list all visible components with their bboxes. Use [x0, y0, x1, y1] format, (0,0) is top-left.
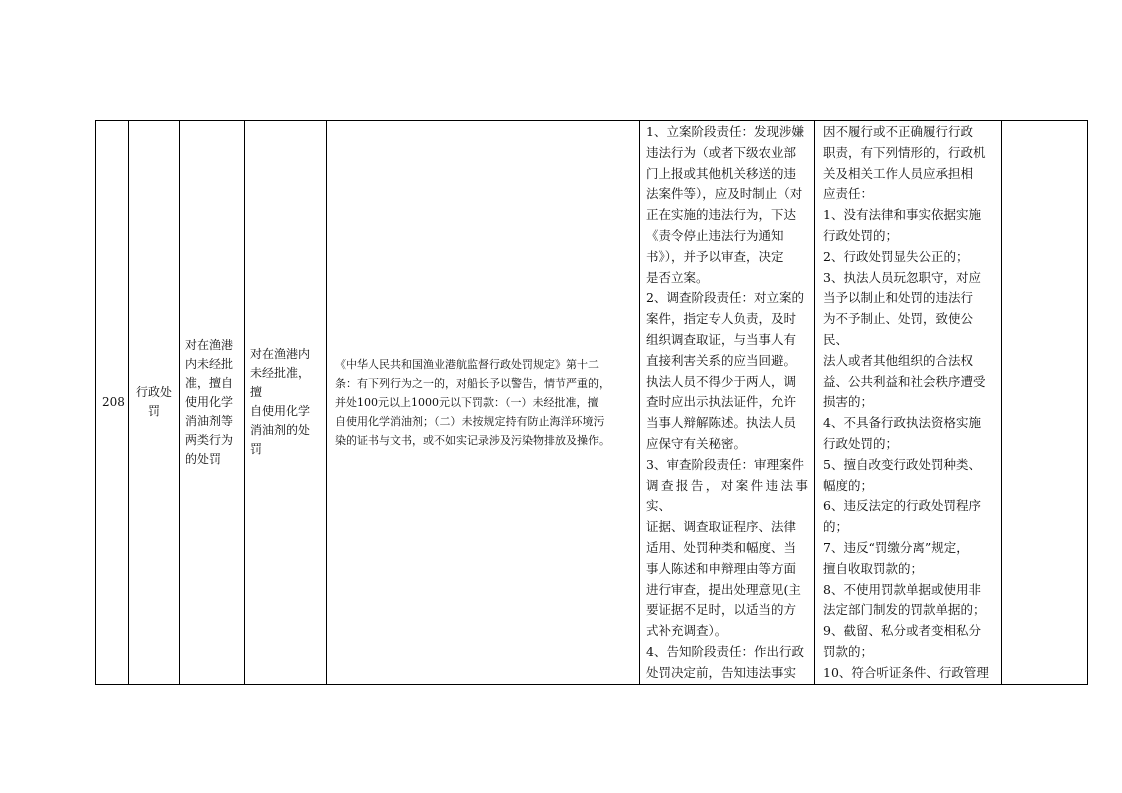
- accountability-terms: 因不履行或不正确履行行政 职责，有下列情形的，行政机 关及相关工作人员应承担相 应责任： 1、没有法律和事实依据实施 行政处罚的； 2、行政处罚显失公正的； 3、执法人员玩忽职守，对应 当予以制止和处罚的违法行 为不予制止、处罚，致使公民、 法人或者其他组织的合法权 益、公共利益和社会秩序遭受 损害的； 4、不具备行政执法资格实施 行政处罚的； 5、擅自改变行政处罚种类、 幅度的； 6、违反法定的行政处罚程序 的； 7、违反“罚缴分离”规定， 擅自收取罚款的； 8、不使用罚款单据或使用非 法定部门制发的罚款单据的； 9、截留、私分或者变相私分 罚款的； 10、符合听证条件、行政管理: [823, 124, 989, 680]
- legal-basis: 《中华人民共和国渔业港航监督行政处罚规定》第十二 条：有下列行为之一的，对船长予以警告，情节严重的， 并处100元以上1000元以下罚款：（一）未经批准，擅 自使用化学消油剂；（二）未按规定持有防止海洋环境污 染的证书与文书，或不如实记录涉及污染物排放及操作。: [335, 357, 610, 447]
- responsibility-duties: 1、立案阶段责任：发现涉嫌 违法行为（或者下级农业部 门上报或其他机关移送的违 法案件等），应及时制止（对 正在实施的违法行为，下达 《责令停止违法行为通知 书》），并予以审查，决定 是否立案。 2、调查阶段责任：对立案的 案件，指定专人负责，及时 组织调查取证，与当事人有 直接利害关系的应当回避。 执法人员不得少于两人，调 查时应出示执法证件，允许 当事人辩解陈述。执法人员 应保守有关秘密。 3、审查阶段责任：审理案件 调查报告，对案件违法事实、 证据、调查取证程序、法律 适用、处罚种类和幅度、当 事人陈述和申辩理由等方面 进行审查，提出处理意见(主 要证据不足时，以适当的方 式补充调查）。 4、告知阶段责任：作出行政 处罚决定前，告知违法事实: [646, 124, 808, 680]
- row-number-cell: [96, 121, 129, 685]
- sub-item-cell: [245, 121, 327, 685]
- item-name-cell: [180, 121, 245, 685]
- remarks-cell: [1002, 121, 1088, 685]
- sub-item-name: 对在渔港内 未经批准，擅 自使用化学 消油剂的处 罚: [250, 347, 311, 457]
- table-row: [96, 121, 1088, 685]
- liability-cell: [815, 121, 1002, 685]
- duty-cell: [640, 121, 815, 685]
- power-type: 行政处 罚: [135, 385, 172, 419]
- power-type-cell: [129, 121, 180, 685]
- legal-basis-cell: [327, 121, 640, 685]
- row-number: 208: [102, 395, 125, 410]
- power-list-table: [95, 120, 1088, 685]
- item-name: 对在渔港 内未经批 准，擅自 使用化学 消油剂等 两类行为 的处罚: [185, 337, 234, 466]
